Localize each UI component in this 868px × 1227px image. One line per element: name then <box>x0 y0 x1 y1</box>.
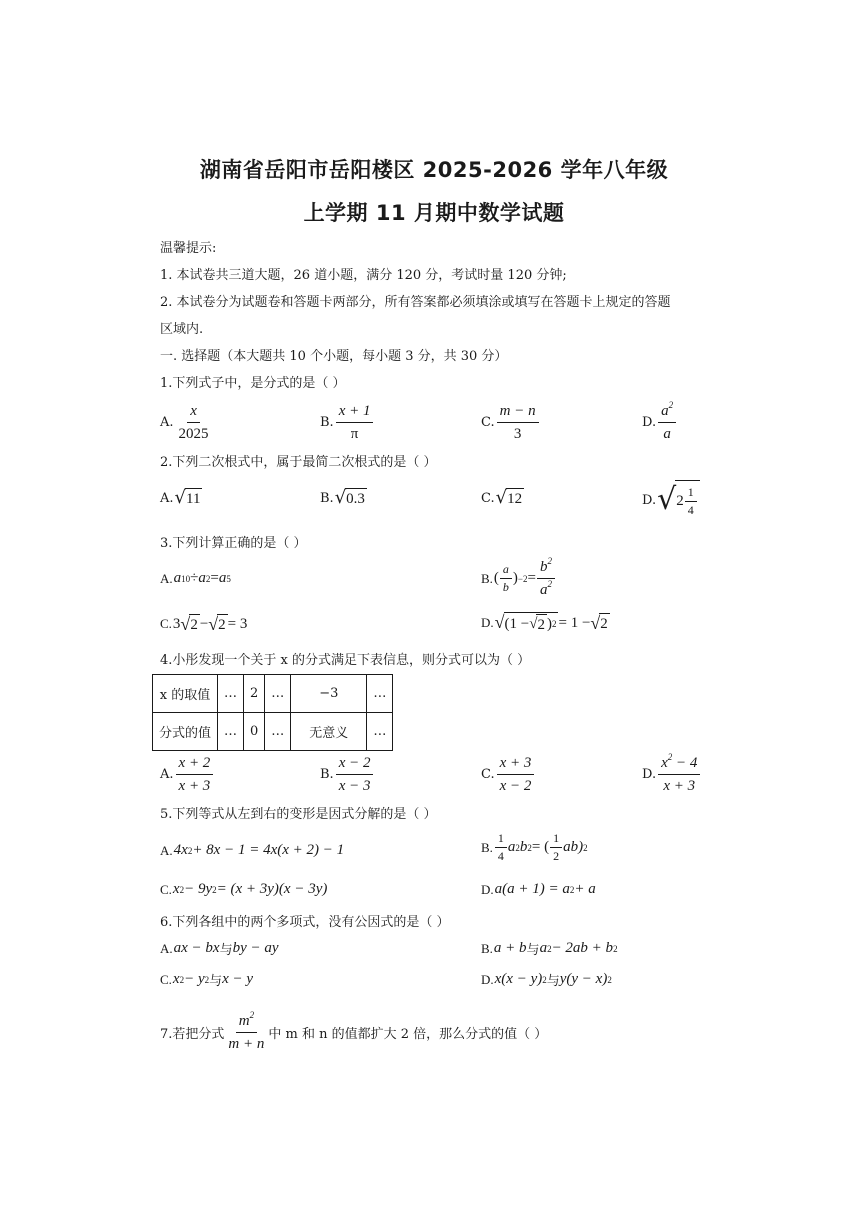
table-cell: … <box>265 713 291 751</box>
option-label: D. <box>642 415 657 430</box>
notes-item-2: 2. 本试卷分为试题卷和答题卡两部分，所有答案都必须填涂或填写在答题卡上规定的答题 <box>160 295 671 310</box>
fraction: $\frac{x + 1}{\pi}$ <box>336 402 374 443</box>
option-label: C. <box>481 490 495 506</box>
radical: √ 0.3 <box>334 487 365 508</box>
q4-option-b: B. $\frac{x - 2}{x - 3}$ <box>320 754 374 795</box>
fraction: $\frac{m - n}{3}$ <box>497 402 539 443</box>
option-label: C. <box>160 971 172 987</box>
option-label: A. <box>160 842 173 858</box>
table-cell: … <box>367 675 393 713</box>
table-cell: 0 <box>244 713 265 751</box>
table-cell: −3 <box>291 675 367 713</box>
option-label: A. <box>160 490 174 506</box>
paper-title-line2: 上学期 11 月期中数学试题 <box>303 201 565 225</box>
table-cell: … <box>367 713 393 751</box>
section-heading: 一. 选择题（本大题共 10 个小题，每小题 3 分，共 30 分） <box>160 349 508 364</box>
notes-item-1: 1. 本试卷共三道大题，26 道小题，满分 120 分，考试时量 120 分钟; <box>160 268 567 283</box>
radical: √ 2 $\frac{1}{4}$ <box>657 480 700 520</box>
option-label: D. <box>481 881 494 897</box>
option-label: C. <box>481 767 495 782</box>
table-row <box>153 713 393 751</box>
question-2-stem: 2.下列二次根式中，属于最简二次根式的是（ ） <box>160 455 437 470</box>
q6-option-d: D. x(x − y) 2 与 y(y − x) 2 <box>481 971 612 989</box>
question-6-stem: 6.下列各组中的两个多项式，没有公因式的是（ ） <box>160 915 450 930</box>
q2-option-d <box>642 480 700 520</box>
option-label: C. <box>481 415 495 430</box>
q6-option-b: B. a + b 与 a 2 − 2ab + b 2 <box>481 940 618 958</box>
option-label: A. <box>160 415 174 430</box>
q3-option-b: B. ( $\frac{a}{b}$ ) −2 = $\frac{b^2}{a^2}$ <box>481 558 556 599</box>
option-label: B. <box>320 490 334 506</box>
q6-option-c: C. x 2 − y 2 与 x − y <box>160 971 254 989</box>
q2-option-b <box>320 488 367 508</box>
option-label: B. <box>320 767 334 782</box>
paper-title-line1: 湖南省岳阳市岳阳楼区 2025-2026 学年八年级 <box>199 158 669 182</box>
q5-option-c: C. x 2 − 9y 2 = (x + 3y)(x − 3y) <box>160 881 328 897</box>
notes-item-2-cont: 区域内. <box>160 322 204 337</box>
q3-option-a: A. a 10 ÷ a 2 = a 5 <box>160 570 231 586</box>
option-label: D. <box>481 971 494 987</box>
table-cell: 分式的值 <box>153 713 218 751</box>
table-cell: x 的取值 <box>153 675 218 713</box>
question-1-stem: 1.下列式子中，是分式的是（ ） <box>160 376 346 391</box>
fraction: $\frac{a^2}{a}$ <box>658 402 676 443</box>
question-3-stem: 3.下列计算正确的是（ ） <box>160 536 307 551</box>
fraction: $\frac{x}{2025}$ <box>178 403 209 442</box>
q5-option-a: A. 4x 2 + 8x − 1 = 4x(x + 2) − 1 <box>160 842 345 858</box>
table-cell: … <box>265 675 291 713</box>
q2-option-c <box>481 488 524 508</box>
table-cell: … <box>218 675 244 713</box>
radical: √ 11 <box>174 487 201 508</box>
option-label: A. <box>160 767 174 782</box>
notes-heading: 温馨提示: <box>160 241 217 256</box>
table-cell: 2 <box>244 675 265 713</box>
option-label: A. <box>160 940 173 956</box>
q4-option-a: A. $\frac{x + 2}{x + 3}$ <box>160 754 214 795</box>
q2-option-a <box>160 488 202 508</box>
q5-option-d: D. a(a + 1) = a 2 + a <box>481 881 596 897</box>
table-row <box>153 675 393 713</box>
q4-option-d: D. $\frac{x^2 - 4}{x + 3}$ <box>642 754 701 795</box>
value-table <box>152 674 393 751</box>
question-4-stem: 4.小彤发现一个关于 x 的分式满足下表信息，则分式可以为（ ） <box>160 653 531 668</box>
q1-option-b <box>320 402 374 443</box>
q1-option-d <box>642 402 677 443</box>
option-label: C. <box>160 616 172 631</box>
radical: √ 12 <box>495 487 523 508</box>
option-label: D. <box>642 767 657 782</box>
q1-option-a <box>160 402 213 443</box>
q4-option-c: C. $\frac{x + 3}{x - 2}$ <box>481 754 535 795</box>
q5-option-b: B. $\frac{1}{4}$ a 2 b 2 = ( $\frac{1}{2}$ ab) 2 <box>481 831 588 863</box>
question-5-stem: 5.下列等式从左到右的变形是因式分解的是（ ） <box>160 807 437 822</box>
question-7-stem: 7.若把分式 $\frac{m^2}{m + n}$ 中 m 和 n 的值都扩大 2 倍，那么分式的值（ ） <box>160 1010 548 1052</box>
option-label: B. <box>481 570 493 586</box>
table-cell: 无意义 <box>291 713 367 751</box>
option-label: B. <box>320 415 334 430</box>
q3-option-d: D. √ (1 − √ 2 ) 2 = 1 − √ 2 <box>481 612 608 633</box>
q6-option-a: A. ax − bx 与 by − ay <box>160 940 279 958</box>
table-cell: … <box>218 713 244 751</box>
option-label: D. <box>642 492 657 508</box>
option-label: D. <box>481 615 494 630</box>
option-label: C. <box>160 881 172 897</box>
q1-option-c <box>481 402 540 443</box>
option-label: B. <box>481 940 493 956</box>
option-label: B. <box>481 839 493 855</box>
q3-option-c: C. 3 √ 2 − √ 2 = 3 <box>160 614 248 634</box>
option-label: A. <box>160 570 173 586</box>
